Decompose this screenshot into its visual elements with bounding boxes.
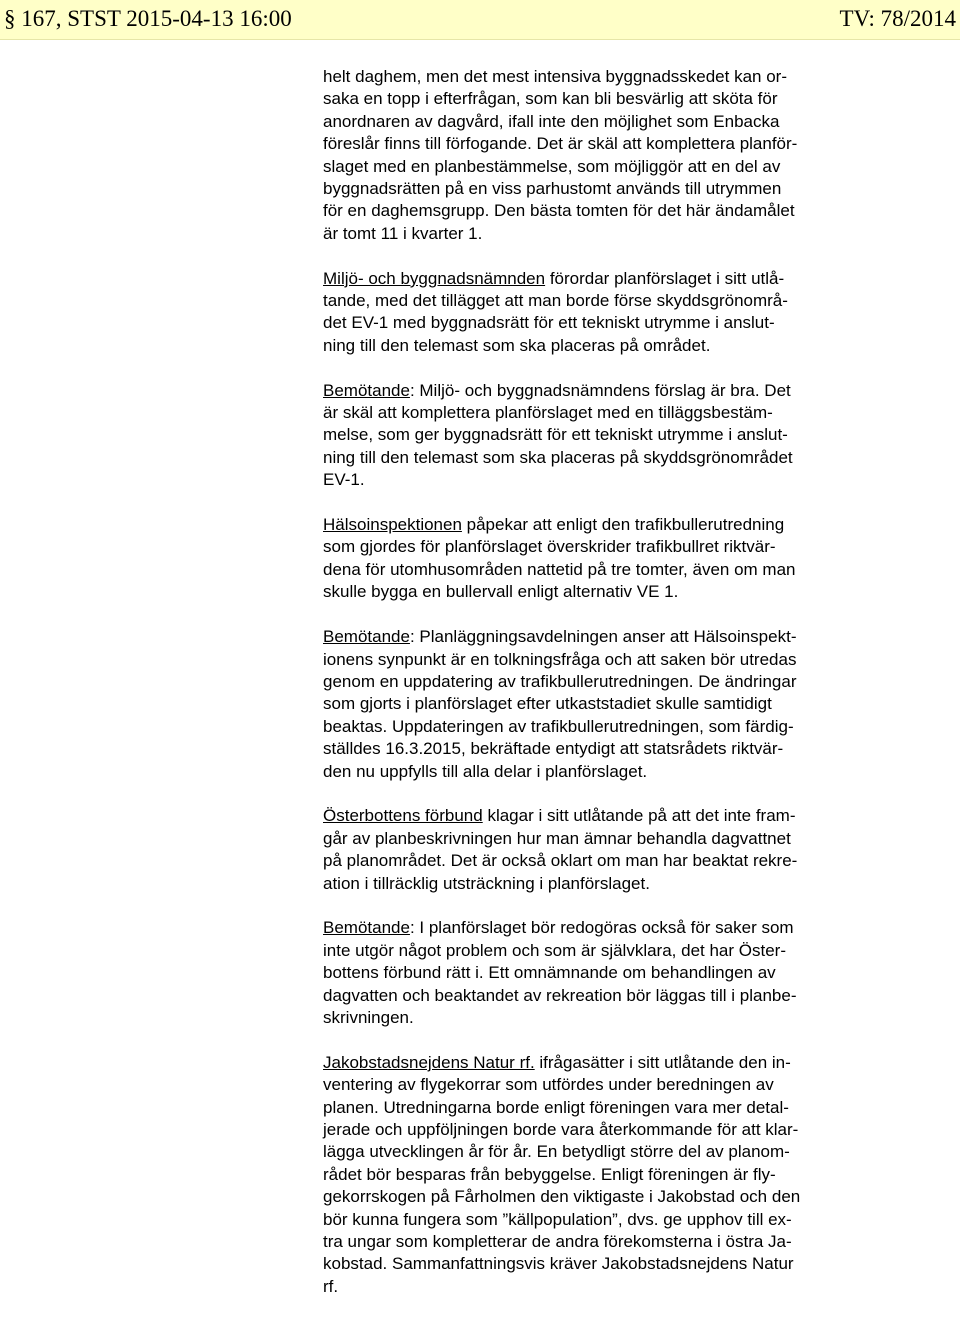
paragraph-lead: Hälsoinspektionen [323,515,462,535]
paragraph-text: förordar planförslaget i sitt utlå- tande, med det tillägget att man borde förse skyddsgrönområ- det EV-1 med byggnadsrätt för ett tekniskt utrymme i anslut- ning till den telemast som ska placeras på området. [323,268,788,355]
paragraph-health-inspection [323,514,878,604]
section-reference: § 167, STST 2015-04-13 16:00 [4,6,292,31]
paragraph-text: helt daghem, men det mest intensiva byggnadsskedet kan or- saka en topp i efterfrågan, som kan bli besvärlig att sköta för anordnaren av dagvård, ifall inte den möjlighet som Enbacka föreslår finns till förfogande. Det är skäl att komplettera planför- slaget med en planbestämmelse, som möjliggör att en del av byggnadsrätten på en viss parhustomt används till utrymmen för en daghemsgrupp. Den bästa tomten för det här ändamålet är tomt 11 i kvarter 1. [323,67,798,243]
paragraph-lead: Jakobstadsnejdens Natur rf. [323,1052,535,1072]
paragraph-lead: Miljö- och byggnadsnämnden [323,268,546,288]
paragraph-text: : Planläggningsavdelningen anser att Hälsoinspekt- ionens synpunkt är en tolkningsfråga och att saken bör utredas genom en uppdatering av trafikbullerutredningen. De ändringar som gjorts i planförslaget efter utkaststadiet skulle samtidigt beaktas. Uppdateringen av trafikbullerutredningen, som färdig- ställdes 16.3.2015, bekräftade entydigt att statsrådets riktvär- den nu uppfylls till alla delar i planförslaget. [323,627,797,781]
paragraph-response-2 [323,626,878,783]
document-header [0,0,960,40]
paragraph-response-1 [323,380,878,492]
document-body [323,66,878,1321]
paragraph-ostrobothnia-council [323,805,878,895]
paragraph-text: ifrågasätter i sitt utlåtande den in- ventering av flygekorrar som utfördes under beredningen av planen. Utredningarna borde enligt föreningen vara mer detal- jerade och uppföljningen borde vara återkommande för att klar- lägga utvecklingen år för år. En betydligt större del av planom- rådet bör besparas från bebyggelse. Enligt föreningen är fly- gekorrskogen på Fårholmen den viktigaste i Jakobstad och den bör kunna fungera som ”källpopulation”, dvs. ge upphov till ex- tra ungar som kompletterar de andra förekomsterna i östra Ja- kobstad. Sammanfattningsvis kräver Jakobstadsnejdens Natur rf. [323,1052,801,1296]
case-number: TV: 78/2014 [839,6,956,31]
paragraph-lead: Bemötande [323,627,410,647]
paragraph-text: påpekar att enligt den trafikbullerutredning som gjordes för planförslaget överskrider trafikbullret riktvär- dena för utomhusområden nattetid på tre tomter, även om man skulle bygga en bullervall enligt alternativ VE 1. [323,515,796,602]
paragraph-environment-board [323,268,878,358]
paragraph-response-3 [323,917,878,1029]
paragraph-text: : I planförslaget bör redogöras också för saker som inte utgör något problem och som är självklara, det har Öster- bottens förbund rätt i. Ett omnämnande om behandlingen av dagvatten och beaktandet av rekreation bör läggas till i planbe- skrivningen. [323,918,797,1027]
paragraph-text: klagar i sitt utlåtande på att det inte fram- går av planbeskrivningen hur man ämnar behandla dagvattnet på planområdet. Det är också oklart om man har beaktat rekre- ation i tillräcklig utsträckning i planförslaget. [323,806,798,893]
paragraph-lead: Bemötande [323,918,410,938]
paragraph-daycare [323,66,878,245]
paragraph-text: : Miljö- och byggnadsnämndens förslag är bra. Det är skäl att komplettera planförslaget med en tilläggsbestäm- melse, som ger byggnadsrätt för ett tekniskt utrymme i anslut- ning till den telemast som ska placeras på skyddsgrönområdet EV-1. [323,380,793,490]
paragraph-lead: Bemötande [323,380,410,400]
paragraph-lead: Österbottens förbund [323,806,483,826]
paragraph-nature-association [323,1052,878,1298]
